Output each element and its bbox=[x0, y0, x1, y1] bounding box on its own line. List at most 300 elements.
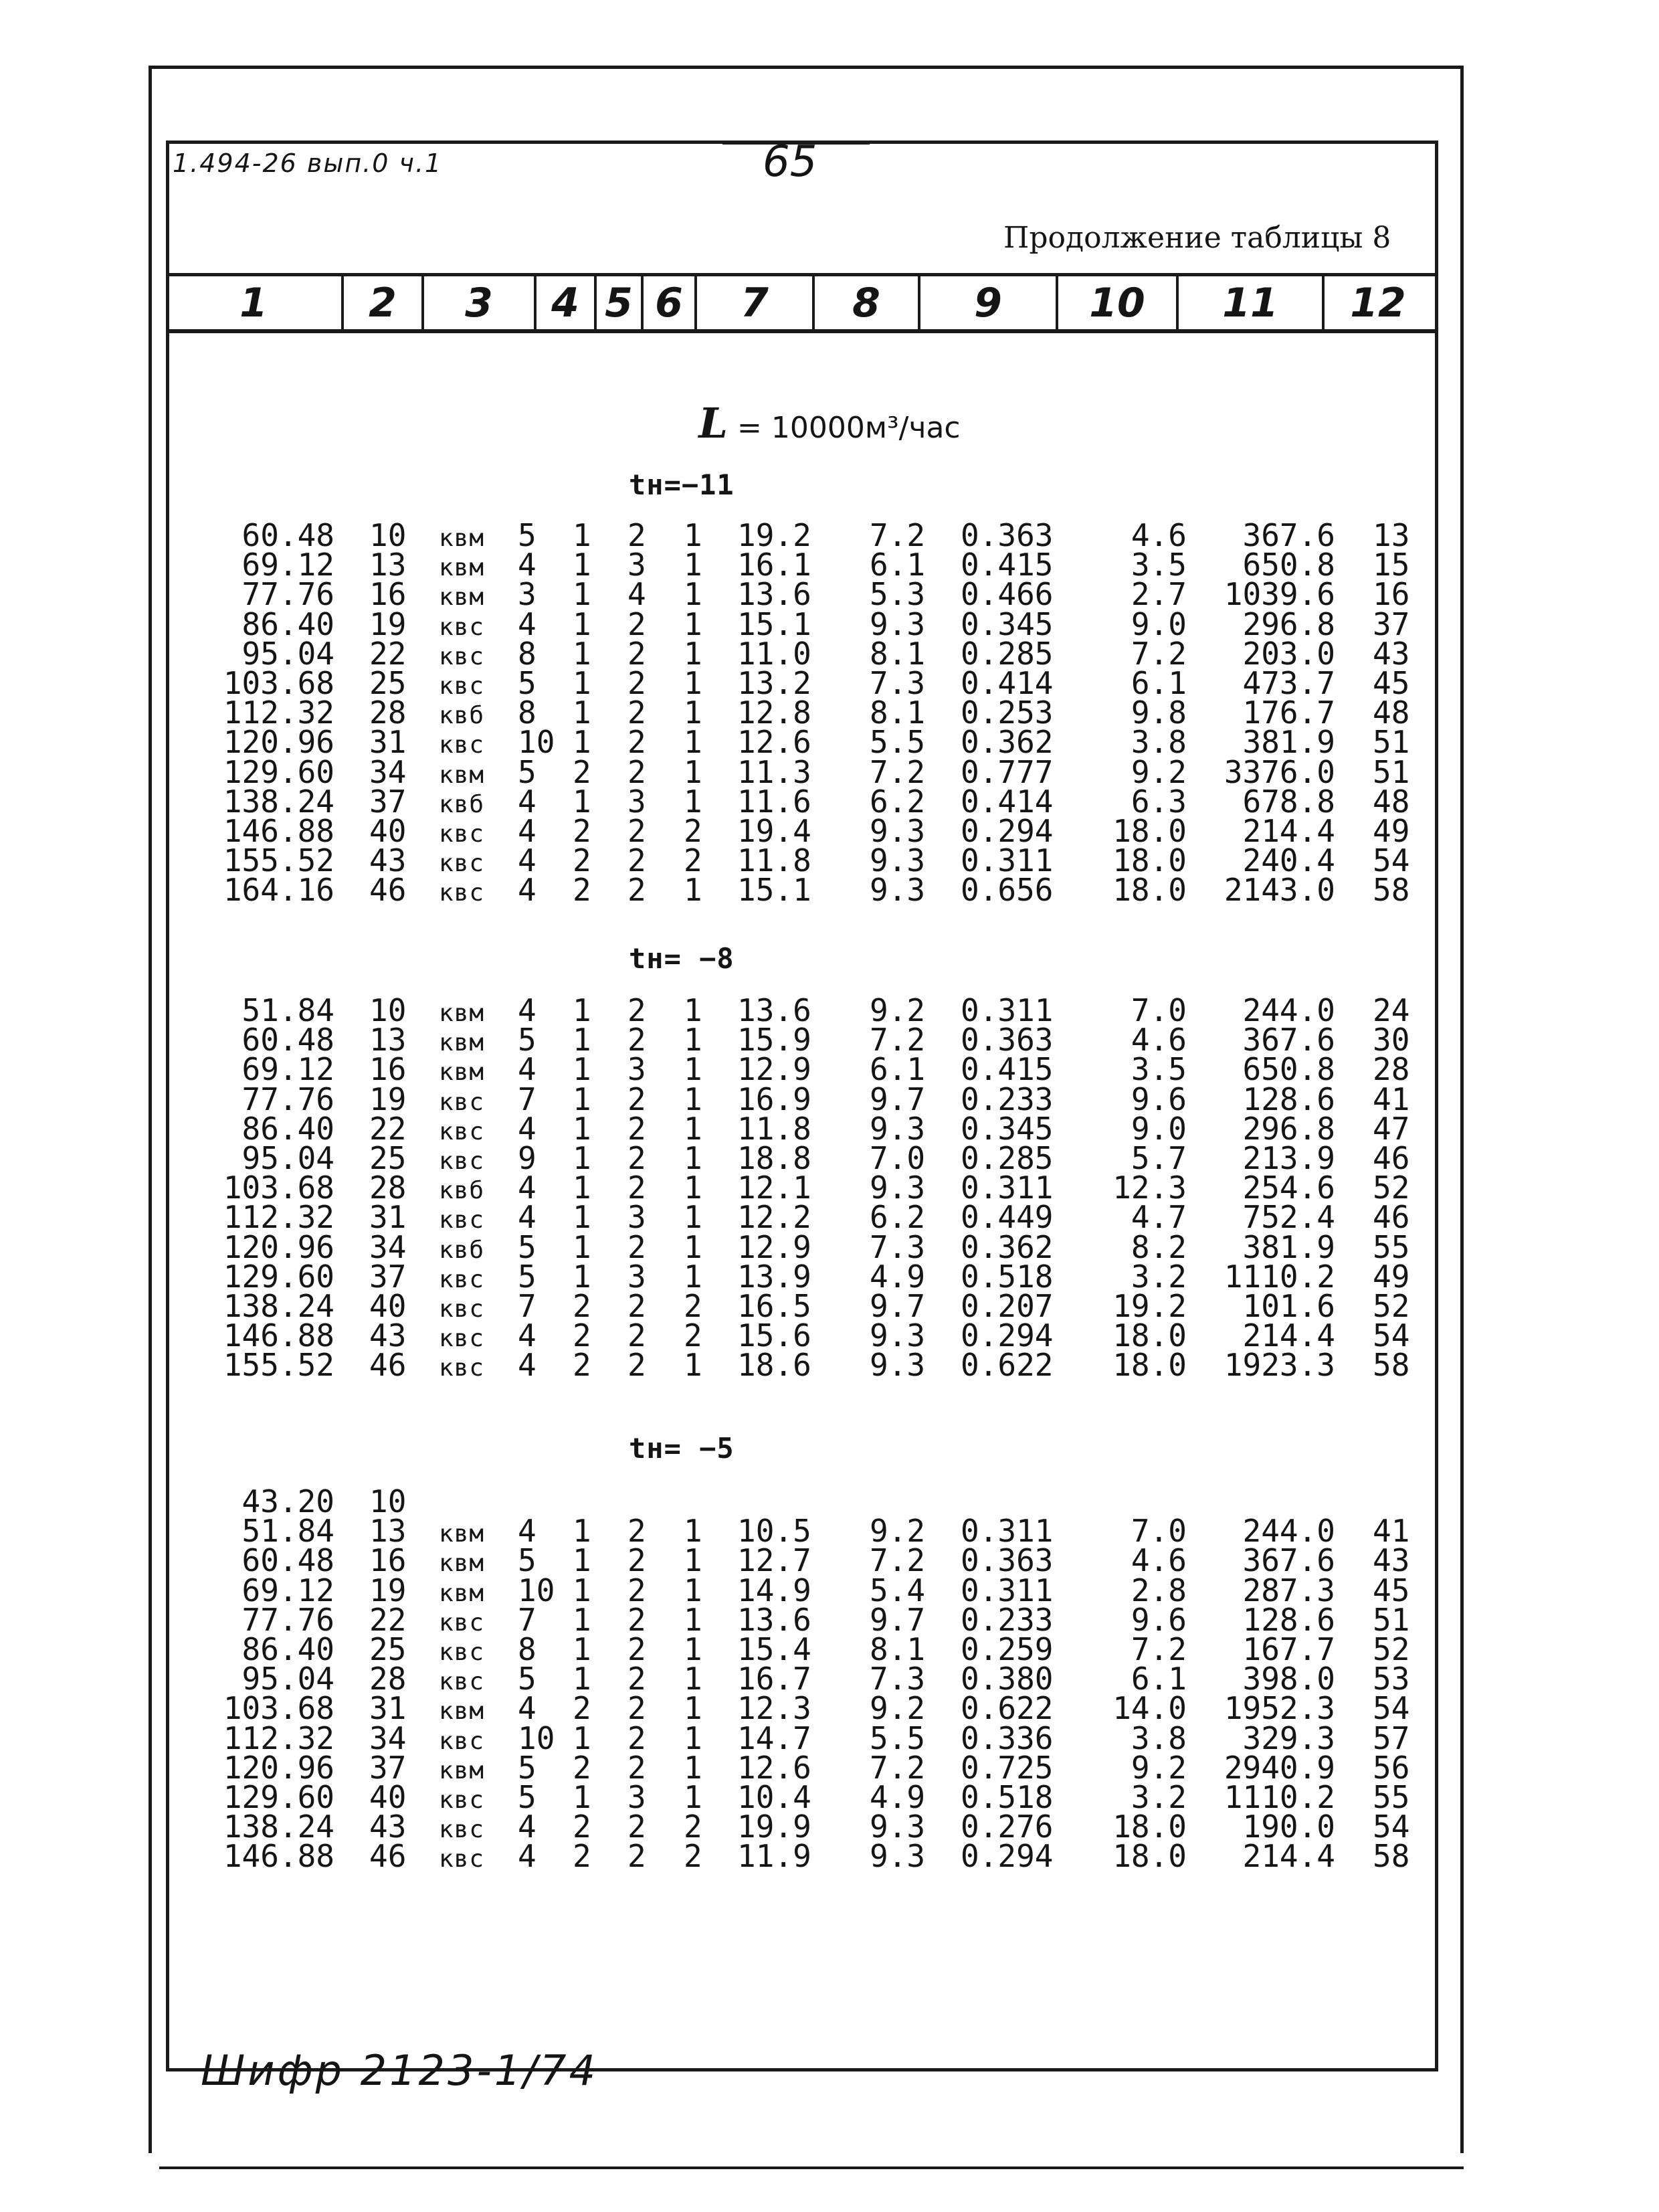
cell-col5: 3 bbox=[627, 1258, 646, 1295]
unit-number: 8 bbox=[518, 1631, 536, 1667]
cell-col6: 1 bbox=[684, 517, 702, 553]
cell-col11: 176.7 bbox=[1242, 695, 1335, 731]
cell-col9: 0.656 bbox=[961, 872, 1054, 909]
cell-col2: 46 bbox=[369, 1838, 407, 1875]
cell-col5: 2 bbox=[627, 1228, 646, 1265]
cell-col6: 2 bbox=[684, 1838, 702, 1875]
cell-col11: 367.6 bbox=[1242, 1022, 1335, 1058]
cell-col11: 678.8 bbox=[1242, 783, 1335, 820]
cell-col4: 1 bbox=[573, 724, 591, 761]
cell-col1: 69.12 bbox=[241, 1572, 334, 1608]
cell-col2: 10 bbox=[369, 517, 407, 553]
unit-number: 5 bbox=[518, 753, 536, 790]
cell-col10: 7.2 bbox=[1131, 1631, 1187, 1667]
cell-col5: 2 bbox=[627, 1288, 646, 1324]
cell-col12: 37 bbox=[1373, 606, 1410, 642]
cell-col7: 15.1 bbox=[737, 872, 811, 909]
unit-number: 3 bbox=[518, 576, 536, 613]
unit-number: 10 bbox=[518, 724, 555, 761]
cell-col10: 14.0 bbox=[1112, 1690, 1187, 1727]
unit-number: 4 bbox=[518, 1809, 536, 1845]
cell-col4: 1 bbox=[573, 1228, 591, 1265]
cell-col7: 14.7 bbox=[737, 1720, 811, 1756]
cell-col5: 2 bbox=[627, 1110, 646, 1147]
cell-col6: 1 bbox=[684, 992, 702, 1028]
cell-col11: 398.0 bbox=[1242, 1661, 1335, 1697]
cell-col8: 9.3 bbox=[870, 813, 926, 849]
unit-number: 9 bbox=[518, 1140, 536, 1176]
unit-number: 4 bbox=[518, 606, 536, 642]
cell-col4: 2 bbox=[573, 1838, 591, 1875]
cell-col9: 0.414 bbox=[961, 665, 1054, 701]
table-row bbox=[0, 1779, 1659, 1815]
unit-number: 4 bbox=[518, 1317, 536, 1354]
airflow-equals: = bbox=[737, 411, 762, 445]
cell-col10: 2.7 bbox=[1131, 576, 1187, 613]
cell-col2: 46 bbox=[369, 1347, 407, 1384]
table-row bbox=[0, 1347, 1659, 1384]
section-title: tн= −8 bbox=[629, 942, 735, 975]
cell-col4: 2 bbox=[573, 1749, 591, 1786]
cell-col10: 9.6 bbox=[1131, 1081, 1187, 1117]
cell-col8: 9.3 bbox=[870, 1170, 926, 1206]
table-row bbox=[0, 992, 1659, 1028]
cell-col7: 12.6 bbox=[737, 1749, 811, 1786]
cell-col2: 31 bbox=[369, 724, 407, 761]
cell-col12: 28 bbox=[1373, 1051, 1410, 1088]
cell-col11: 128.6 bbox=[1242, 1601, 1335, 1638]
cell-col10: 9.8 bbox=[1131, 695, 1187, 731]
table-row bbox=[0, 1140, 1659, 1176]
unit-number: 5 bbox=[518, 1542, 536, 1579]
cell-col4: 1 bbox=[573, 1631, 591, 1667]
cell-col8: 9.3 bbox=[870, 872, 926, 909]
cell-col7: 15.9 bbox=[737, 1022, 811, 1058]
unit-type: квм bbox=[439, 1000, 485, 1027]
cell-col5: 2 bbox=[627, 1720, 646, 1756]
cell-col7: 12.9 bbox=[737, 1228, 811, 1265]
cell-col9: 0.345 bbox=[961, 1110, 1054, 1147]
airflow-value: 10000м³/час bbox=[771, 411, 961, 445]
cell-col9: 0.415 bbox=[961, 1051, 1054, 1088]
table-row bbox=[0, 724, 1659, 761]
unit-type: квм bbox=[439, 1550, 485, 1578]
cell-col8: 4.9 bbox=[870, 1258, 926, 1295]
unit-number: 7 bbox=[518, 1601, 536, 1638]
unit-number: 10 bbox=[518, 1572, 555, 1608]
cell-col11: 214.4 bbox=[1242, 1317, 1335, 1354]
cell-col4: 1 bbox=[573, 783, 591, 820]
unit-type: квс bbox=[439, 1639, 485, 1666]
cell-col5: 2 bbox=[627, 1601, 646, 1638]
cell-col11: 1039.6 bbox=[1224, 576, 1335, 613]
cell-col9: 0.311 bbox=[961, 1572, 1054, 1608]
unit-number: 4 bbox=[518, 1690, 536, 1727]
cell-col9: 0.294 bbox=[961, 1317, 1054, 1354]
cell-col2: 19 bbox=[369, 1081, 407, 1117]
cell-col2: 31 bbox=[369, 1690, 407, 1727]
unit-number: 4 bbox=[518, 813, 536, 849]
cell-col2: 40 bbox=[369, 1288, 407, 1324]
cell-col1: 77.76 bbox=[241, 576, 334, 613]
unit-number: 4 bbox=[518, 1110, 536, 1147]
cell-col2: 22 bbox=[369, 1110, 407, 1147]
cell-col2: 28 bbox=[369, 1170, 407, 1206]
cell-col1: 51.84 bbox=[241, 1513, 334, 1550]
cell-col2: 10 bbox=[369, 1483, 407, 1519]
cell-col4: 1 bbox=[573, 1081, 591, 1117]
cell-col8: 7.2 bbox=[870, 753, 926, 790]
cell-col7: 12.7 bbox=[737, 1542, 811, 1579]
unit-number: 4 bbox=[518, 1513, 536, 1550]
cell-col7: 10.5 bbox=[737, 1513, 811, 1550]
cell-col1: 146.88 bbox=[223, 813, 334, 849]
cell-col6: 1 bbox=[684, 1110, 702, 1147]
cell-col6: 1 bbox=[684, 1572, 702, 1608]
cell-col7: 16.9 bbox=[737, 1081, 811, 1117]
column-header-12: 12 bbox=[1322, 276, 1432, 330]
cell-col1: 129.60 bbox=[223, 1258, 334, 1295]
cell-col4: 1 bbox=[573, 1170, 591, 1206]
cell-col12: 49 bbox=[1373, 813, 1410, 849]
cell-col11: 329.3 bbox=[1242, 1720, 1335, 1756]
unit-type: квс bbox=[439, 850, 485, 878]
unit-type: квс bbox=[439, 672, 485, 700]
cell-col10: 4.6 bbox=[1131, 1542, 1187, 1579]
cell-col4: 1 bbox=[573, 635, 591, 672]
unit-type: квс bbox=[439, 1265, 485, 1293]
cell-col8: 9.2 bbox=[870, 1513, 926, 1550]
unit-number: 5 bbox=[518, 1779, 536, 1815]
cell-col9: 0.466 bbox=[961, 576, 1054, 613]
cell-col11: 2143.0 bbox=[1224, 872, 1335, 909]
cell-col2: 31 bbox=[369, 1199, 407, 1236]
cell-col1: 77.76 bbox=[241, 1601, 334, 1638]
cell-col11: 240.4 bbox=[1242, 842, 1335, 879]
cell-col10: 6.1 bbox=[1131, 665, 1187, 701]
cipher-signature: Шифр 2123-1/74 bbox=[201, 2046, 599, 2095]
cell-col1: 120.96 bbox=[223, 1228, 334, 1265]
cell-col5: 2 bbox=[627, 1542, 646, 1579]
unit-type: квс bbox=[439, 731, 485, 759]
cell-col11: 473.7 bbox=[1242, 665, 1335, 701]
cell-col6: 2 bbox=[684, 813, 702, 849]
cell-col8: 5.5 bbox=[870, 1720, 926, 1756]
cell-col5: 2 bbox=[627, 724, 646, 761]
cell-col11: 203.0 bbox=[1242, 635, 1335, 672]
cell-col9: 0.253 bbox=[961, 695, 1054, 731]
table-row bbox=[0, 1317, 1659, 1354]
cell-col8: 5.4 bbox=[870, 1572, 926, 1608]
cell-col6: 1 bbox=[684, 1347, 702, 1384]
column-header-4: 4 bbox=[534, 276, 594, 330]
cell-col7: 12.9 bbox=[737, 1051, 811, 1088]
column-header-5: 5 bbox=[594, 276, 641, 330]
table-row bbox=[0, 1690, 1659, 1727]
cell-col4: 2 bbox=[573, 842, 591, 879]
cell-col9: 0.518 bbox=[961, 1779, 1054, 1815]
cell-col10: 9.2 bbox=[1131, 1749, 1187, 1786]
cell-col5: 2 bbox=[627, 1081, 646, 1117]
document-code: 1.494-26 вып.0 ч.1 bbox=[173, 149, 443, 178]
table-row bbox=[0, 547, 1659, 583]
cell-col10: 18.0 bbox=[1112, 1838, 1187, 1875]
cell-col2: 43 bbox=[369, 842, 407, 879]
cell-col10: 12.3 bbox=[1112, 1170, 1187, 1206]
cell-col12: 46 bbox=[1373, 1199, 1410, 1236]
cell-col12: 56 bbox=[1373, 1749, 1410, 1786]
cell-col8: 9.3 bbox=[870, 606, 926, 642]
cell-col2: 25 bbox=[369, 1140, 407, 1176]
cell-col7: 13.6 bbox=[737, 576, 811, 613]
cell-col10: 6.1 bbox=[1131, 1661, 1187, 1697]
cell-col7: 11.0 bbox=[737, 635, 811, 672]
unit-number: 8 bbox=[518, 635, 536, 672]
cell-col5: 2 bbox=[627, 753, 646, 790]
unit-type: квм bbox=[439, 1756, 485, 1784]
cell-col10: 19.2 bbox=[1112, 1288, 1187, 1324]
cell-col11: 244.0 bbox=[1242, 992, 1335, 1028]
table-row bbox=[0, 665, 1659, 701]
unit-number: 4 bbox=[518, 872, 536, 909]
cell-col6: 1 bbox=[684, 1258, 702, 1295]
cell-col12: 46 bbox=[1373, 1140, 1410, 1176]
cell-col12: 54 bbox=[1373, 842, 1410, 879]
cell-col7: 13.6 bbox=[737, 1601, 811, 1638]
cell-col11: 650.8 bbox=[1242, 547, 1335, 583]
unit-type: квм bbox=[439, 525, 485, 552]
cell-col4: 1 bbox=[573, 517, 591, 553]
cell-col5: 2 bbox=[627, 1170, 646, 1206]
cell-col2: 40 bbox=[369, 813, 407, 849]
cell-col5: 3 bbox=[627, 783, 646, 820]
cell-col1: 155.52 bbox=[223, 842, 334, 879]
unit-type: квб bbox=[439, 1236, 485, 1264]
cell-col12: 58 bbox=[1373, 1347, 1410, 1384]
cell-col12: 51 bbox=[1373, 724, 1410, 761]
cell-col11: 381.9 bbox=[1242, 1228, 1335, 1265]
cell-col4: 1 bbox=[573, 606, 591, 642]
cell-col9: 0.622 bbox=[961, 1690, 1054, 1727]
cell-col2: 19 bbox=[369, 1572, 407, 1608]
cell-col5: 2 bbox=[627, 635, 646, 672]
cell-col6: 2 bbox=[684, 1317, 702, 1354]
cell-col4: 2 bbox=[573, 872, 591, 909]
unit-number: 4 bbox=[518, 1170, 536, 1206]
cell-col3 bbox=[439, 1838, 553, 1875]
unit-type: квс bbox=[439, 1325, 485, 1353]
cell-col5: 3 bbox=[627, 1199, 646, 1236]
cell-col9: 0.415 bbox=[961, 547, 1054, 583]
cell-col10: 6.3 bbox=[1131, 783, 1187, 820]
bottom-rule bbox=[159, 2167, 1464, 2169]
cell-col9: 0.363 bbox=[961, 1022, 1054, 1058]
cell-col1: 86.40 bbox=[241, 606, 334, 642]
cell-col11: 296.8 bbox=[1242, 606, 1335, 642]
cell-col5: 2 bbox=[627, 1749, 646, 1786]
table-row bbox=[0, 1749, 1659, 1786]
cell-col2: 13 bbox=[369, 547, 407, 583]
cell-col7: 15.6 bbox=[737, 1317, 811, 1354]
unit-type: квс bbox=[439, 1354, 485, 1382]
cell-col9: 0.294 bbox=[961, 813, 1054, 849]
cell-col5: 2 bbox=[627, 1572, 646, 1608]
cell-col6: 1 bbox=[684, 606, 702, 642]
table-row bbox=[0, 1110, 1659, 1147]
cell-col9: 0.362 bbox=[961, 1228, 1054, 1265]
cell-col11: 167.7 bbox=[1242, 1631, 1335, 1667]
cell-col8: 7.2 bbox=[870, 1022, 926, 1058]
cell-col4: 1 bbox=[573, 1572, 591, 1608]
cell-col12: 54 bbox=[1373, 1690, 1410, 1727]
cell-col11: 128.6 bbox=[1242, 1081, 1335, 1117]
cell-col8: 6.2 bbox=[870, 783, 926, 820]
cell-col9: 0.777 bbox=[961, 753, 1054, 790]
cell-col1: 69.12 bbox=[241, 547, 334, 583]
cell-col9: 0.311 bbox=[961, 1170, 1054, 1206]
cell-col6: 1 bbox=[684, 695, 702, 731]
table-row bbox=[0, 1022, 1659, 1058]
cell-col10: 7.0 bbox=[1131, 1513, 1187, 1550]
cell-col3 bbox=[439, 872, 553, 909]
cell-col8: 8.1 bbox=[870, 695, 926, 731]
cell-col10: 18.0 bbox=[1112, 842, 1187, 879]
cell-col11: 1110.2 bbox=[1224, 1258, 1335, 1295]
cell-col12: 52 bbox=[1373, 1631, 1410, 1667]
unit-number: 10 bbox=[518, 1720, 555, 1756]
cell-col1: 138.24 bbox=[223, 783, 334, 820]
cell-col9: 0.233 bbox=[961, 1601, 1054, 1638]
cell-col1: 120.96 bbox=[223, 1749, 334, 1786]
cell-col9: 0.285 bbox=[961, 635, 1054, 672]
unit-number: 4 bbox=[518, 1199, 536, 1236]
cell-col10: 4.6 bbox=[1131, 1022, 1187, 1058]
cell-col6: 1 bbox=[684, 1661, 702, 1697]
cell-col5: 4 bbox=[627, 576, 646, 613]
cell-col4: 1 bbox=[573, 1022, 591, 1058]
cell-col2: 37 bbox=[369, 1258, 407, 1295]
cell-col11: 287.3 bbox=[1242, 1572, 1335, 1608]
cell-col12: 53 bbox=[1373, 1661, 1410, 1697]
cell-col7: 18.8 bbox=[737, 1140, 811, 1176]
cell-col8: 9.7 bbox=[870, 1081, 926, 1117]
page-number: 65 bbox=[763, 137, 817, 187]
table-row bbox=[0, 517, 1659, 553]
cell-col4: 2 bbox=[573, 1317, 591, 1354]
cell-col7: 11.8 bbox=[737, 1110, 811, 1147]
cell-col2: 13 bbox=[369, 1513, 407, 1550]
cell-col1: 155.52 bbox=[223, 1347, 334, 1384]
cell-col5: 3 bbox=[627, 1051, 646, 1088]
table-row bbox=[0, 1809, 1659, 1845]
cell-col10: 3.5 bbox=[1131, 547, 1187, 583]
airflow-symbol: L bbox=[698, 399, 728, 448]
table-row bbox=[0, 635, 1659, 672]
cell-col4: 1 bbox=[573, 1140, 591, 1176]
cell-col9: 0.414 bbox=[961, 783, 1054, 820]
cell-col12: 30 bbox=[1373, 1022, 1410, 1058]
unit-number: 4 bbox=[518, 1051, 536, 1088]
cell-col1: 77.76 bbox=[241, 1081, 334, 1117]
cell-col12: 48 bbox=[1373, 783, 1410, 820]
cell-col11: 213.9 bbox=[1242, 1140, 1335, 1176]
cell-col9: 0.259 bbox=[961, 1631, 1054, 1667]
unit-type: квс bbox=[439, 1206, 485, 1234]
cell-col10: 18.0 bbox=[1112, 1347, 1187, 1384]
cell-col7: 19.2 bbox=[737, 517, 811, 553]
cell-col8: 9.3 bbox=[870, 842, 926, 879]
cell-col1: 129.60 bbox=[223, 753, 334, 790]
cell-col8: 6.2 bbox=[870, 1199, 926, 1236]
cell-col4: 2 bbox=[573, 813, 591, 849]
table-row bbox=[0, 813, 1659, 849]
unit-number: 5 bbox=[518, 1258, 536, 1295]
unit-type: квм bbox=[439, 583, 485, 612]
cell-col1: 112.32 bbox=[223, 695, 334, 731]
cell-col5: 2 bbox=[627, 813, 646, 849]
cell-col5: 2 bbox=[627, 1317, 646, 1354]
cell-col1: 86.40 bbox=[241, 1110, 334, 1147]
cell-col1: 138.24 bbox=[223, 1288, 334, 1324]
cell-col2: 34 bbox=[369, 1720, 407, 1756]
cell-col1: 95.04 bbox=[241, 635, 334, 672]
column-header-7: 7 bbox=[694, 276, 812, 330]
cell-col7: 13.6 bbox=[737, 992, 811, 1028]
cell-col2: 22 bbox=[369, 635, 407, 672]
table-row bbox=[0, 783, 1659, 820]
cell-col7: 11.9 bbox=[737, 1838, 811, 1875]
cell-col6: 1 bbox=[684, 1140, 702, 1176]
table-row bbox=[0, 576, 1659, 613]
cell-col6: 1 bbox=[684, 724, 702, 761]
cell-col4: 1 bbox=[573, 1779, 591, 1815]
cell-col5: 2 bbox=[627, 1838, 646, 1875]
cell-col6: 1 bbox=[684, 753, 702, 790]
cell-col1: 146.88 bbox=[223, 1317, 334, 1354]
unit-type: квс bbox=[439, 642, 485, 670]
cell-col12: 47 bbox=[1373, 1110, 1410, 1147]
unit-type: квм bbox=[439, 554, 485, 582]
cell-col7: 12.6 bbox=[737, 724, 811, 761]
cell-col8: 9.3 bbox=[870, 1317, 926, 1354]
cell-col7: 16.5 bbox=[737, 1288, 811, 1324]
cell-col1: 95.04 bbox=[241, 1661, 334, 1697]
unit-type: квс bbox=[439, 1608, 485, 1637]
cell-col5: 2 bbox=[627, 1809, 646, 1845]
cell-col4: 2 bbox=[573, 1690, 591, 1727]
cell-col6: 1 bbox=[684, 635, 702, 672]
cell-col9: 0.518 bbox=[961, 1258, 1054, 1295]
cell-col11: 367.6 bbox=[1242, 1542, 1335, 1579]
cell-col6: 1 bbox=[684, 1228, 702, 1265]
unit-type: квс bbox=[439, 1088, 485, 1116]
cell-col8: 9.3 bbox=[870, 1110, 926, 1147]
cell-col10: 18.0 bbox=[1112, 1317, 1187, 1354]
section-title: tн=−11 bbox=[629, 468, 735, 501]
column-header-1: 1 bbox=[239, 280, 268, 327]
cell-col2: 43 bbox=[369, 1317, 407, 1354]
cell-col9: 0.311 bbox=[961, 842, 1054, 879]
unit-number: 7 bbox=[518, 1081, 536, 1117]
table-row bbox=[0, 1288, 1659, 1324]
cell-col8: 5.3 bbox=[870, 576, 926, 613]
unit-type: квб bbox=[439, 702, 485, 730]
cell-col2: 16 bbox=[369, 576, 407, 613]
cell-col5: 2 bbox=[627, 1140, 646, 1176]
cell-col5: 2 bbox=[627, 1022, 646, 1058]
cell-col9: 0.294 bbox=[961, 1838, 1054, 1875]
cell-col6: 1 bbox=[684, 1051, 702, 1088]
